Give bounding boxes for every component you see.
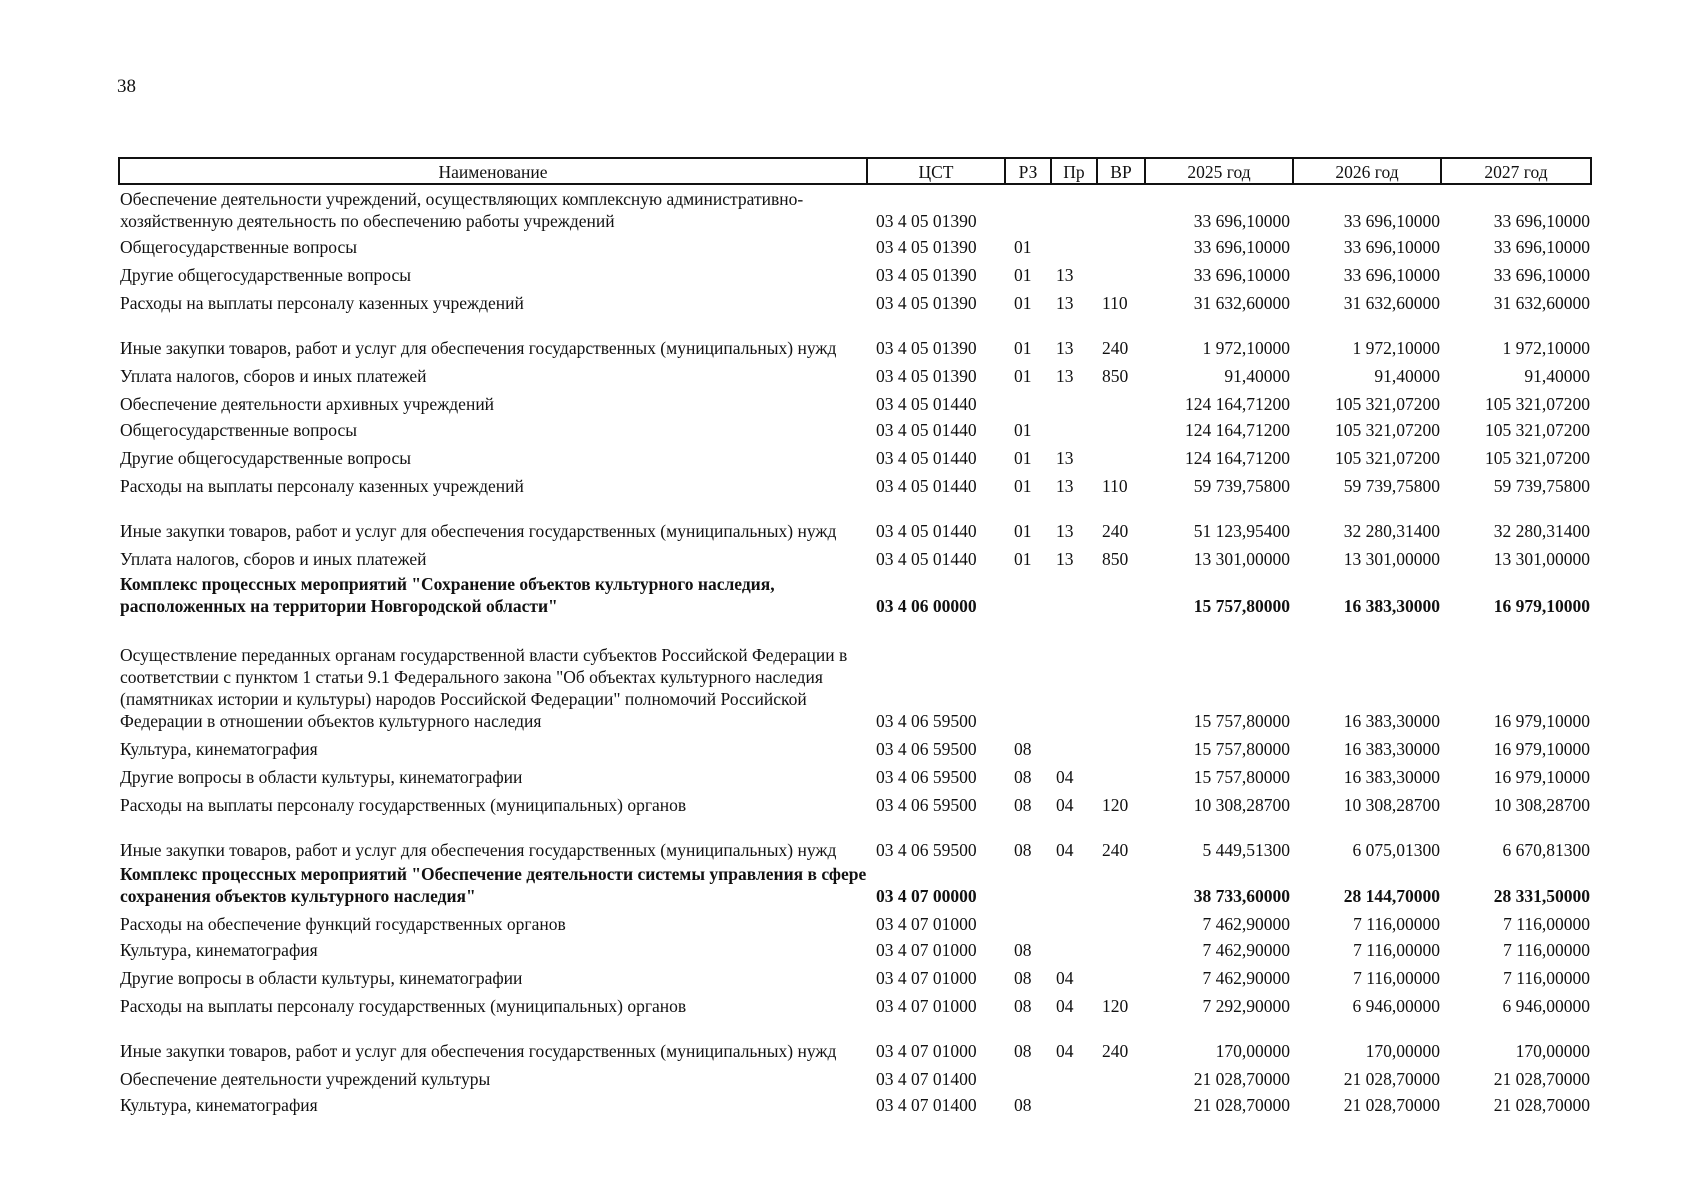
- cell-y2026: 6 946,00000: [1352, 996, 1440, 1016]
- cell-y2027: 21 028,70000: [1493, 1095, 1590, 1115]
- cell-y2025: 15 757,80000: [1193, 711, 1290, 731]
- cell-pr: 13: [1056, 293, 1074, 313]
- cell-y2027: 10 308,28700: [1493, 795, 1590, 815]
- cell-y2025: 7 462,90000: [1202, 914, 1290, 934]
- cell-vr: 240: [1102, 1041, 1129, 1061]
- cell-name: Обеспечение деятельности учреждений, осуществляющих комплексную административно-хозяйственную деятельность по обеспечению работы учреждений: [120, 189, 804, 231]
- cell-cst: 03 4 07 01000: [876, 914, 977, 934]
- cell-cst: 03 4 05 01440: [876, 521, 977, 541]
- cell-y2026: 33 696,10000: [1343, 211, 1440, 231]
- cell-y2026: 1 972,10000: [1352, 338, 1440, 358]
- header-y2027: 2027 год: [1484, 162, 1548, 182]
- cell-y2027: 7 116,00000: [1503, 940, 1590, 960]
- cell-y2027: 33 696,10000: [1493, 237, 1590, 257]
- cell-y2026: 16 383,30000: [1343, 767, 1440, 787]
- cell-y2025: 21 028,70000: [1193, 1095, 1290, 1115]
- cell-y2025: 124 164,71200: [1185, 448, 1290, 468]
- cell-vr: 850: [1102, 549, 1129, 569]
- cell-y2025: 91,40000: [1224, 366, 1290, 386]
- cell-y2027: 28 331,50000: [1493, 886, 1590, 906]
- cell-pr: 13: [1056, 448, 1074, 468]
- cell-cst: 03 4 05 01390: [876, 237, 977, 257]
- cell-cst: 03 4 05 01440: [876, 420, 977, 440]
- cell-y2026: 28 144,70000: [1343, 886, 1440, 906]
- cell-name: Расходы на обеспечение функций государственных органов: [120, 914, 566, 934]
- cell-cst: 03 4 07 01000: [876, 996, 977, 1016]
- cell-y2027: 13 301,00000: [1493, 549, 1590, 569]
- cell-y2027: 170,00000: [1515, 1041, 1590, 1061]
- cell-cst: 03 4 05 01440: [876, 448, 977, 468]
- cell-cst: 03 4 05 01440: [876, 476, 977, 496]
- cell-cst: 03 4 05 01390: [876, 293, 977, 313]
- cell-rz: 08: [1014, 1041, 1032, 1061]
- cell-name: Иные закупки товаров, работ и услуг для обеспечения государственных (муниципальных) нужд: [120, 840, 837, 860]
- cell-y2026: 7 116,00000: [1353, 940, 1440, 960]
- cell-y2026: 33 696,10000: [1343, 265, 1440, 285]
- cell-y2026: 170,00000: [1365, 1041, 1440, 1061]
- cell-y2025: 33 696,10000: [1193, 211, 1290, 231]
- cell-rz: 08: [1014, 739, 1032, 759]
- cell-name: Культура, кинематография: [120, 739, 318, 759]
- cell-y2026: 13 301,00000: [1343, 549, 1440, 569]
- cell-y2025: 33 696,10000: [1193, 237, 1290, 257]
- cell-y2026: 16 383,30000: [1343, 711, 1440, 731]
- cell-name: Иные закупки товаров, работ и услуг для обеспечения государственных (муниципальных) нужд: [120, 521, 837, 541]
- cell-cst: 03 4 07 01000: [876, 1041, 977, 1061]
- cell-y2027: 21 028,70000: [1493, 1069, 1590, 1089]
- cell-rz: 01: [1014, 549, 1032, 569]
- cell-pr: 04: [1056, 968, 1074, 988]
- cell-rz: 01: [1014, 265, 1032, 285]
- cell-name: Осуществление переданных органам государственной власти субъектов Российской Федерации в соответствии с пунктом 1 статьи 9.1 Федерального закона "Об объектах культурного наследия (памятниках истории и культуры) народов Российской Федерации" полномочий Российской Федерации в отношении объектов культурного наследия: [120, 645, 848, 731]
- cell-y2025: 7 462,90000: [1202, 968, 1290, 988]
- cell-name: Комплекс процессных мероприятий "Обеспечение деятельности системы управления в сфере сохранения объектов культурного наследия": [120, 864, 867, 906]
- cell-y2025: 31 632,60000: [1193, 293, 1290, 313]
- cell-name: Расходы на выплаты персоналу государственных (муниципальных) органов: [120, 996, 687, 1016]
- cell-y2026: 59 739,75800: [1343, 476, 1440, 496]
- cell-cst: 03 4 07 00000: [876, 886, 977, 906]
- cell-rz: 08: [1014, 840, 1032, 860]
- cell-y2025: 7 462,90000: [1202, 940, 1290, 960]
- cell-pr: 13: [1056, 549, 1074, 569]
- cell-vr: 120: [1102, 795, 1129, 815]
- cell-name: Расходы на выплаты персоналу государственных (муниципальных) органов: [120, 795, 687, 815]
- cell-y2026: 32 280,31400: [1343, 521, 1440, 541]
- cell-pr: 13: [1056, 265, 1074, 285]
- cell-rz: 08: [1014, 1095, 1032, 1115]
- cell-y2026: 105 321,07200: [1335, 420, 1440, 440]
- cell-pr: 13: [1056, 476, 1074, 496]
- cell-y2026: 16 383,30000: [1343, 596, 1440, 616]
- cell-y2027: 1 972,10000: [1502, 338, 1590, 358]
- cell-cst: 03 4 06 59500: [876, 711, 977, 731]
- cell-rz: 01: [1014, 448, 1032, 468]
- header-y2025: 2025 год: [1146, 159, 1294, 183]
- cell-cst: 03 4 05 01440: [876, 394, 977, 414]
- cell-vr: 240: [1102, 338, 1129, 358]
- cell-cst: 03 4 05 01390: [876, 338, 977, 358]
- cell-y2025: 10 308,28700: [1193, 795, 1290, 815]
- cell-name: Другие общегосударственные вопросы: [120, 448, 412, 468]
- cell-y2026: 6 075,01300: [1352, 840, 1440, 860]
- cell-rz: 08: [1014, 767, 1032, 787]
- header-cst: ЦСТ: [868, 159, 1006, 183]
- cell-cst: 03 4 07 01400: [876, 1069, 977, 1089]
- cell-y2026: 21 028,70000: [1343, 1095, 1440, 1115]
- cell-pr: 04: [1056, 840, 1074, 860]
- cell-name: Культура, кинематография: [120, 940, 318, 960]
- cell-rz: 08: [1014, 940, 1032, 960]
- cell-name: Уплата налогов, сборов и иных платежей: [120, 549, 427, 569]
- cell-y2027: 105 321,07200: [1485, 448, 1590, 468]
- cell-y2025: 33 696,10000: [1193, 265, 1290, 285]
- cell-name: Расходы на выплаты персоналу казенных учреждений: [120, 476, 524, 496]
- cell-name: Другие общегосударственные вопросы: [120, 265, 412, 285]
- cell-cst: 03 4 05 01390: [876, 211, 977, 231]
- cell-vr: 850: [1102, 366, 1129, 386]
- cell-y2027: 59 739,75800: [1493, 476, 1590, 496]
- cell-y2026: 7 116,00000: [1353, 914, 1440, 934]
- cell-vr: 110: [1102, 293, 1128, 313]
- cell-cst: 03 4 06 59500: [876, 795, 977, 815]
- cell-name: Комплекс процессных мероприятий "Сохранение объектов культурного наследия, расположенных на территории Новгородской области": [120, 574, 775, 616]
- cell-name: Общегосударственные вопросы: [120, 420, 358, 440]
- cell-y2026: 10 308,28700: [1343, 795, 1440, 815]
- cell-pr: 04: [1056, 795, 1074, 815]
- cell-cst: 03 4 05 01440: [876, 549, 977, 569]
- cell-pr: 04: [1056, 996, 1074, 1016]
- cell-y2026: 105 321,07200: [1335, 448, 1440, 468]
- cell-name: Расходы на выплаты персоналу казенных учреждений: [120, 293, 524, 313]
- cell-y2025: 15 757,80000: [1193, 767, 1290, 787]
- cell-y2025: 21 028,70000: [1193, 1069, 1290, 1089]
- cell-rz: 01: [1014, 521, 1032, 541]
- cell-pr: 04: [1056, 1041, 1074, 1061]
- cell-y2025: 124 164,71200: [1185, 394, 1290, 414]
- cell-cst: 03 4 06 59500: [876, 739, 977, 759]
- cell-name: Культура, кинематография: [120, 1095, 318, 1115]
- cell-y2027: 91,40000: [1524, 366, 1590, 386]
- cell-y2026: 105 321,07200: [1335, 394, 1440, 414]
- cell-cst: 03 4 05 01390: [876, 265, 977, 285]
- cell-cst: 03 4 07 01000: [876, 940, 977, 960]
- cell-rz: 08: [1014, 996, 1032, 1016]
- cell-name: Общегосударственные вопросы: [120, 237, 358, 257]
- cell-rz: 01: [1014, 338, 1032, 358]
- cell-cst: 03 4 05 01390: [876, 366, 977, 386]
- cell-y2025: 13 301,00000: [1193, 549, 1290, 569]
- cell-y2025: 7 292,90000: [1202, 996, 1290, 1016]
- cell-y2027: 16 979,10000: [1493, 739, 1590, 759]
- cell-rz: 08: [1014, 968, 1032, 988]
- cell-name: Иные закупки товаров, работ и услуг для обеспечения государственных (муниципальных) нужд: [120, 1041, 837, 1061]
- cell-name: Уплата налогов, сборов и иных платежей: [120, 366, 427, 386]
- cell-y2025: 15 757,80000: [1193, 739, 1290, 759]
- cell-y2025: 59 739,75800: [1193, 476, 1290, 496]
- cell-y2027: 31 632,60000: [1493, 293, 1590, 313]
- cell-y2026: 16 383,30000: [1343, 739, 1440, 759]
- header-rz: РЗ: [1006, 159, 1052, 183]
- cell-cst: 03 4 06 59500: [876, 840, 977, 860]
- cell-y2026: 31 632,60000: [1343, 293, 1440, 313]
- cell-cst: 03 4 06 00000: [876, 596, 977, 616]
- cell-y2027: 6 946,00000: [1502, 996, 1590, 1016]
- cell-y2026: 7 116,00000: [1353, 968, 1440, 988]
- cell-pr: 04: [1056, 767, 1074, 787]
- cell-pr: 13: [1056, 521, 1074, 541]
- cell-y2027: 6 670,81300: [1502, 840, 1590, 860]
- cell-y2026: 91,40000: [1374, 366, 1440, 386]
- cell-y2025: 5 449,51300: [1202, 840, 1290, 860]
- cell-y2027: 33 696,10000: [1493, 211, 1590, 231]
- cell-y2026: 33 696,10000: [1343, 237, 1440, 257]
- header-vr: ВР: [1098, 159, 1146, 183]
- cell-rz: 01: [1014, 293, 1032, 313]
- cell-y2027: 7 116,00000: [1503, 968, 1590, 988]
- cell-y2027: 105 321,07200: [1485, 420, 1590, 440]
- header-name: Наименование: [120, 159, 868, 183]
- cell-rz: 01: [1014, 420, 1032, 440]
- cell-vr: 110: [1102, 476, 1128, 496]
- cell-y2025: 15 757,80000: [1193, 596, 1290, 616]
- cell-name: Другие вопросы в области культуры, кинематографии: [120, 968, 523, 988]
- cell-rz: 01: [1014, 237, 1032, 257]
- cell-name: Другие вопросы в области культуры, кинематографии: [120, 767, 523, 787]
- cell-y2027: 16 979,10000: [1493, 711, 1590, 731]
- cell-y2025: 1 972,10000: [1202, 338, 1290, 358]
- cell-y2025: 38 733,60000: [1193, 886, 1290, 906]
- cell-y2027: 7 116,00000: [1503, 914, 1590, 934]
- cell-pr: 13: [1056, 366, 1074, 386]
- cell-y2027: 16 979,10000: [1493, 596, 1590, 616]
- cell-rz: 08: [1014, 795, 1032, 815]
- cell-cst: 03 4 07 01000: [876, 968, 977, 988]
- cell-vr: 240: [1102, 521, 1129, 541]
- cell-y2025: 170,00000: [1215, 1041, 1290, 1061]
- cell-cst: 03 4 06 59500: [876, 767, 977, 787]
- cell-y2027: 105 321,07200: [1485, 394, 1590, 414]
- cell-y2025: 124 164,71200: [1185, 420, 1290, 440]
- cell-y2027: 32 280,31400: [1493, 521, 1590, 541]
- cell-pr: 13: [1056, 338, 1074, 358]
- cell-vr: 120: [1102, 996, 1129, 1016]
- header-pr: Пр: [1052, 159, 1098, 183]
- cell-name: Иные закупки товаров, работ и услуг для обеспечения государственных (муниципальных) нужд: [120, 338, 837, 358]
- cell-vr: 240: [1102, 840, 1129, 860]
- cell-y2026: 21 028,70000: [1343, 1069, 1440, 1089]
- cell-y2027: 33 696,10000: [1493, 265, 1590, 285]
- cell-y2027: 16 979,10000: [1493, 767, 1590, 787]
- cell-cst: 03 4 07 01400: [876, 1095, 977, 1115]
- header-y2026: 2026 год: [1294, 159, 1442, 183]
- page-number: 38: [117, 76, 136, 97]
- cell-rz: 01: [1014, 366, 1032, 386]
- cell-rz: 01: [1014, 476, 1032, 496]
- cell-name: Обеспечение деятельности архивных учреждений: [120, 394, 495, 414]
- cell-name: Обеспечение деятельности учреждений культуры: [120, 1069, 491, 1089]
- cell-y2025: 51 123,95400: [1193, 521, 1290, 541]
